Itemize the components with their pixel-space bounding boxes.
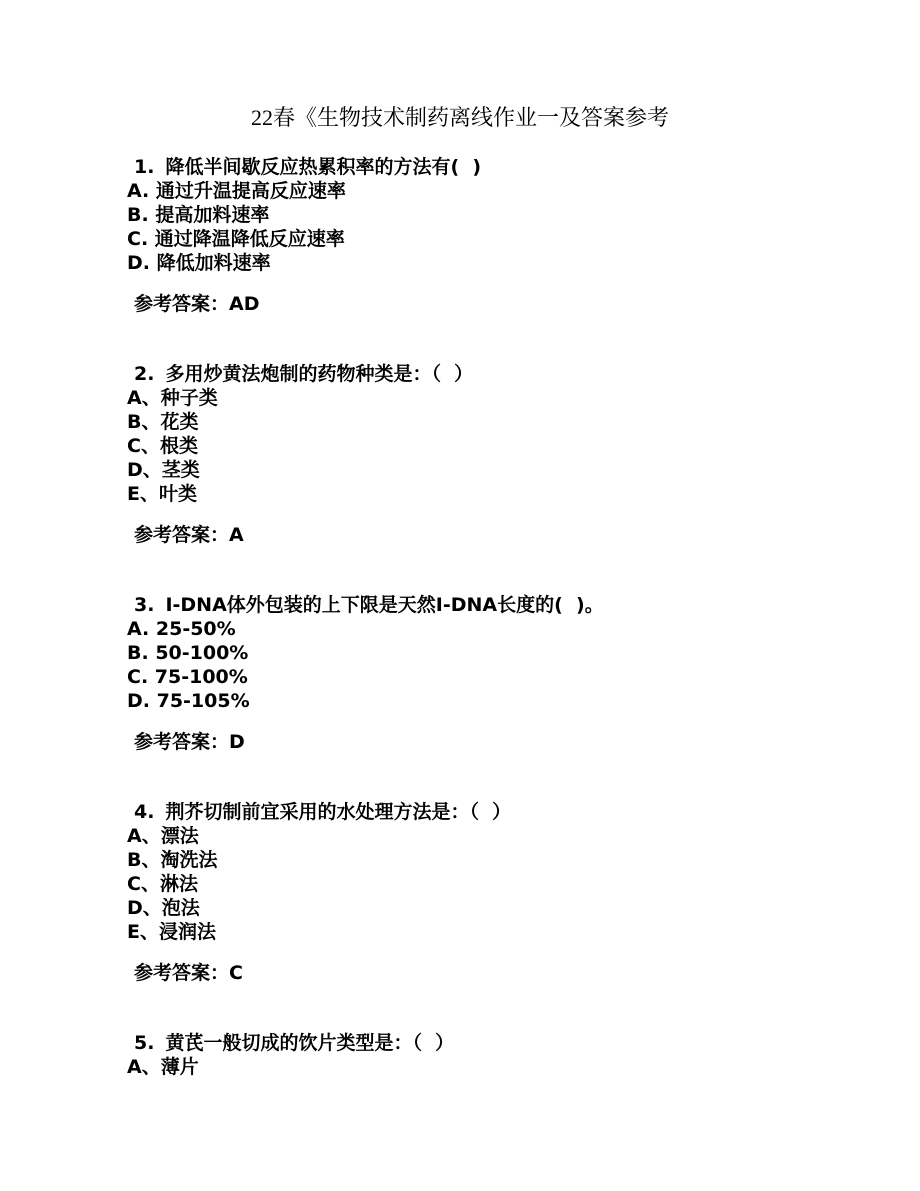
question-block-2 [127,362,860,547]
answer-line [127,730,860,754]
option-line: C. 75-100% [127,666,248,688]
question-block-4 [127,800,860,985]
question-block-5 [127,1031,860,1079]
question-text: 荆芥切制前宜采用的水处理方法是：（ ） [165,801,512,823]
option-line: A. 25-50% [127,618,236,640]
question-line [127,1031,860,1055]
question-text: 黄芪一般切成的饮片类型是：（ ） [165,1032,455,1054]
answer-label: 参考答案： [134,731,230,753]
question-line [127,800,860,824]
answer-line [127,961,860,985]
option-line: B. 提高加料速率 [127,204,270,226]
option-line: B. 50-100% [127,642,249,664]
answer-label: 参考答案： [134,962,230,984]
document-title: 22春《生物技术制药离线作业一及答案参考 [250,105,669,130]
question-text: I-DNA体外包装的上下限是天然I-DNA长度的( )。 [165,594,604,616]
option-line: A. 通过升温提高反应速率 [127,180,346,202]
answer-label: 参考答案： [134,293,230,315]
option-line: E、叶类 [127,483,197,505]
answer-value: A [229,524,244,546]
option-line: B、花类 [127,411,199,433]
question-text: 降低半间歇反应热累积率的方法有( ) [165,156,482,178]
option-line: B、淘洗法 [127,849,218,871]
question-text: 多用炒黄法炮制的药物种类是：（ ） [165,363,474,385]
option-line: D. 降低加料速率 [127,252,271,274]
option-line: A、漂法 [127,825,199,847]
question-block-1 [127,155,860,316]
question-line [127,593,860,617]
option-line: D. 75-105% [127,690,250,712]
answer-label: 参考答案： [134,524,230,546]
option-line: C、根类 [127,435,198,457]
answer-line [127,523,860,547]
question-line [127,155,860,179]
option-line: C、淋法 [127,873,198,895]
answer-value: D [229,731,245,753]
question-number: 3. [134,594,155,616]
option-line: D、泡法 [127,897,200,919]
question-number: 2. [134,363,155,385]
option-line: E、浸润法 [127,921,216,943]
option-line: A、薄片 [127,1056,199,1078]
answer-value: C [229,962,243,984]
option-line: C. 通过降温降低反应速率 [127,228,345,250]
question-number: 5. [134,1032,155,1054]
option-line: A、种子类 [127,387,218,409]
answer-value: AD [229,293,260,315]
question-block-3 [127,593,860,754]
question-line [127,362,860,386]
answer-line [127,292,860,316]
option-line: D、茎类 [127,459,200,481]
question-number: 1. [134,156,155,178]
question-number: 4. [134,801,155,823]
